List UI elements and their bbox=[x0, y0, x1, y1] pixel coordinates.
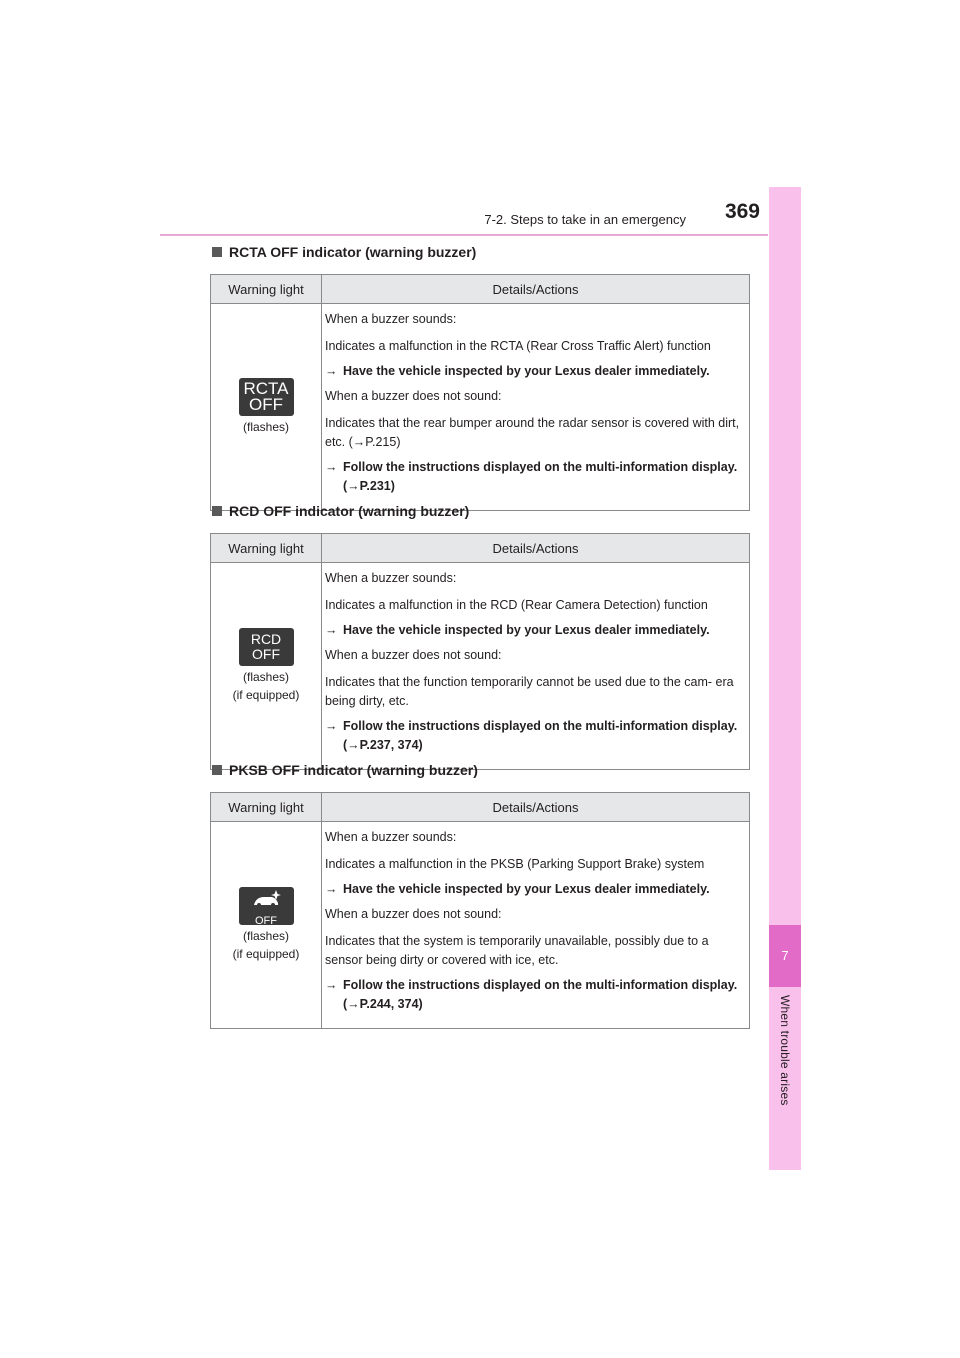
warning-light-cell bbox=[211, 822, 322, 1029]
section-heading-rcd: RCD OFF indicator (warning buzzer) bbox=[212, 503, 469, 519]
square-bullet-icon bbox=[212, 765, 222, 775]
pksb-off-indicator-icon: OFF bbox=[239, 887, 294, 925]
square-bullet-icon bbox=[212, 247, 222, 257]
buzzer-on-heading: When a buzzer sounds: bbox=[325, 571, 457, 585]
arrow-right-icon: → bbox=[325, 882, 338, 896]
details-cell bbox=[322, 304, 750, 511]
chapter-label-text: When trouble arises bbox=[778, 995, 792, 1106]
table-header-row bbox=[211, 275, 750, 304]
warning-table-rcd bbox=[210, 533, 750, 770]
arrow-right-icon: → bbox=[325, 978, 338, 992]
column-header-warning-light: Warning light bbox=[211, 275, 322, 304]
buzzer-on-description: Indicates a malfunction in the PKSB (Parking Support Brake) system bbox=[325, 857, 705, 871]
buzzer-on-action: → Have the vehicle inspected by your Lexus dealer immediately. bbox=[325, 621, 743, 640]
buzzer-off-heading: When a buzzer does not sound: bbox=[325, 648, 502, 662]
table-header-row bbox=[211, 534, 750, 563]
icon-caption: (flashes) bbox=[242, 420, 289, 434]
buzzer-on-heading: When a buzzer sounds: bbox=[325, 312, 457, 326]
buzzer-off-action: → Follow the instructions displayed on the multi-information display. (→P.237, 374) bbox=[325, 719, 738, 752]
column-header-warning-light: Warning light bbox=[211, 534, 322, 563]
chapter-side-tab bbox=[769, 187, 801, 1170]
arrow-right-icon: → bbox=[325, 623, 338, 637]
column-header-details: Details/Actions bbox=[322, 534, 750, 563]
details-cell bbox=[322, 822, 750, 1029]
buzzer-off-heading: When a buzzer does not sound: bbox=[325, 907, 502, 921]
warning-table-pksb bbox=[210, 792, 750, 1029]
table-header-row bbox=[211, 793, 750, 822]
rcd-off-indicator-icon: RCD OFF bbox=[239, 628, 294, 666]
table-row bbox=[211, 822, 750, 1029]
chapter-label bbox=[769, 995, 801, 1145]
table-row bbox=[211, 304, 750, 511]
buzzer-off-description: Indicates that the system is temporarily unavailable, possibly due to a sensor being dirty or covered with ice, etc. bbox=[325, 934, 709, 967]
buzzer-on-action: → Have the vehicle inspected by your Lexus dealer immediately. bbox=[325, 362, 743, 381]
icon-caption: (flashes) bbox=[242, 929, 289, 943]
buzzer-on-description: Indicates a malfunction in the RCTA (Rear Cross Traffic Alert) function bbox=[325, 339, 711, 353]
buzzer-on-action: → Have the vehicle inspected by your Lexus dealer immediately. bbox=[325, 880, 743, 899]
icon-caption-equipped: (if equipped) bbox=[232, 947, 300, 961]
icon-caption-equipped: (if equipped) bbox=[232, 688, 300, 702]
rcta-off-indicator-icon: RCTA OFF bbox=[239, 378, 294, 416]
buzzer-off-action: → Follow the instructions displayed on the multi-information display. (→P.244, 374) bbox=[325, 978, 738, 1011]
column-header-details: Details/Actions bbox=[322, 275, 750, 304]
buzzer-off-description: Indicates that the rear bumper around the radar sensor is covered with dirt, etc. (→P.215) bbox=[325, 416, 740, 449]
buzzer-off-heading: When a buzzer does not sound: bbox=[325, 389, 502, 403]
section-title-header: 7-2. Steps to take in an emergency bbox=[484, 212, 686, 227]
warning-light-cell bbox=[211, 563, 322, 770]
details-cell bbox=[322, 563, 750, 770]
arrow-right-icon: → bbox=[325, 719, 338, 733]
square-bullet-icon bbox=[212, 506, 222, 516]
warning-table-rcta bbox=[210, 274, 750, 511]
chapter-number: 7 bbox=[769, 925, 801, 987]
buzzer-off-description: Indicates that the function temporarily cannot be used due to the cam- era being dirty, etc. bbox=[325, 675, 734, 708]
section-heading-rcta: RCTA OFF indicator (warning buzzer) bbox=[212, 244, 476, 260]
buzzer-off-action: → Follow the instructions displayed on the multi-information display. (→P.231) bbox=[325, 460, 738, 493]
arrow-right-icon: → bbox=[325, 364, 338, 378]
icon-caption: (flashes) bbox=[242, 670, 289, 684]
car-sensor-icon bbox=[246, 889, 286, 909]
buzzer-on-heading: When a buzzer sounds: bbox=[325, 830, 457, 844]
buzzer-on-description: Indicates a malfunction in the RCD (Rear Camera Detection) function bbox=[325, 598, 708, 612]
section-heading-pksb: PKSB OFF indicator (warning buzzer) bbox=[212, 762, 478, 778]
page-header bbox=[160, 200, 768, 236]
column-header-details: Details/Actions bbox=[322, 793, 750, 822]
warning-light-cell bbox=[211, 304, 322, 511]
arrow-right-icon: → bbox=[325, 460, 338, 474]
table-row bbox=[211, 563, 750, 770]
column-header-warning-light: Warning light bbox=[211, 793, 322, 822]
page-number: 369 bbox=[724, 200, 760, 223]
